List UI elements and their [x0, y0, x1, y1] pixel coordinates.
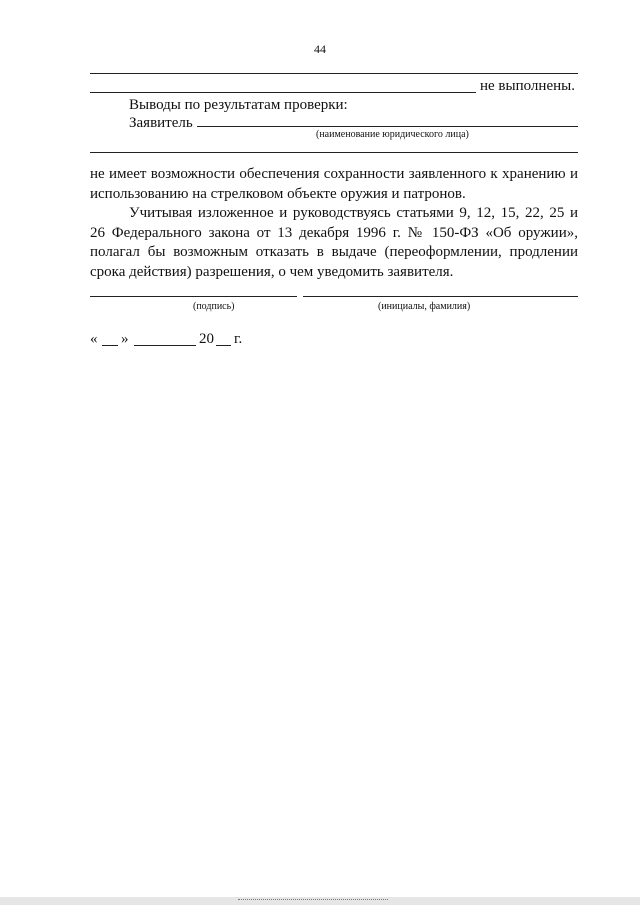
date-year-prefix: 20 — [199, 331, 214, 347]
blank-line-3 — [90, 152, 578, 153]
paragraph-decision: Учитывая изложенное и руководствуясь статьями 9, 12, 15, 22, 25 и 26 Федерального закона от 13 декабря 1996 г. № 150-ФЗ «Об оружии», полагал бы возможным отказать в выдаче (переоформлении, продлении срока действия) разрешения, о чем уведомить заявителя. — [90, 205, 578, 280]
paragraph-storage: не имеет возможности обеспечения сохранности заявленного к хранению и использованию на стрелковом объекте оружия и патронов. — [90, 166, 578, 202]
date-close-quote: » — [121, 331, 129, 347]
scan-edge-mark — [238, 899, 388, 904]
date-month-line — [134, 345, 196, 346]
date-day-line — [102, 345, 118, 346]
conclusions-heading: Выводы по результатам проверки: — [129, 97, 348, 113]
name-line — [303, 296, 578, 297]
signature-line — [90, 296, 297, 297]
applicant-caption: (наименование юридического лица) — [316, 129, 469, 140]
date-year-line — [216, 345, 231, 346]
date-open-quote: « — [90, 331, 98, 347]
applicant-name-line — [197, 126, 578, 127]
name-caption: (инициалы, фамилия) — [378, 301, 471, 312]
signature-caption: (подпись) — [193, 301, 235, 312]
date-year-suffix: г. — [234, 331, 243, 347]
blank-line-1 — [90, 73, 578, 74]
page-number: 44 — [314, 42, 326, 56]
applicant-label: Заявитель — [129, 115, 193, 131]
blank-line-2 — [90, 92, 476, 93]
not-fulfilled-text: не выполнены. — [480, 78, 575, 94]
